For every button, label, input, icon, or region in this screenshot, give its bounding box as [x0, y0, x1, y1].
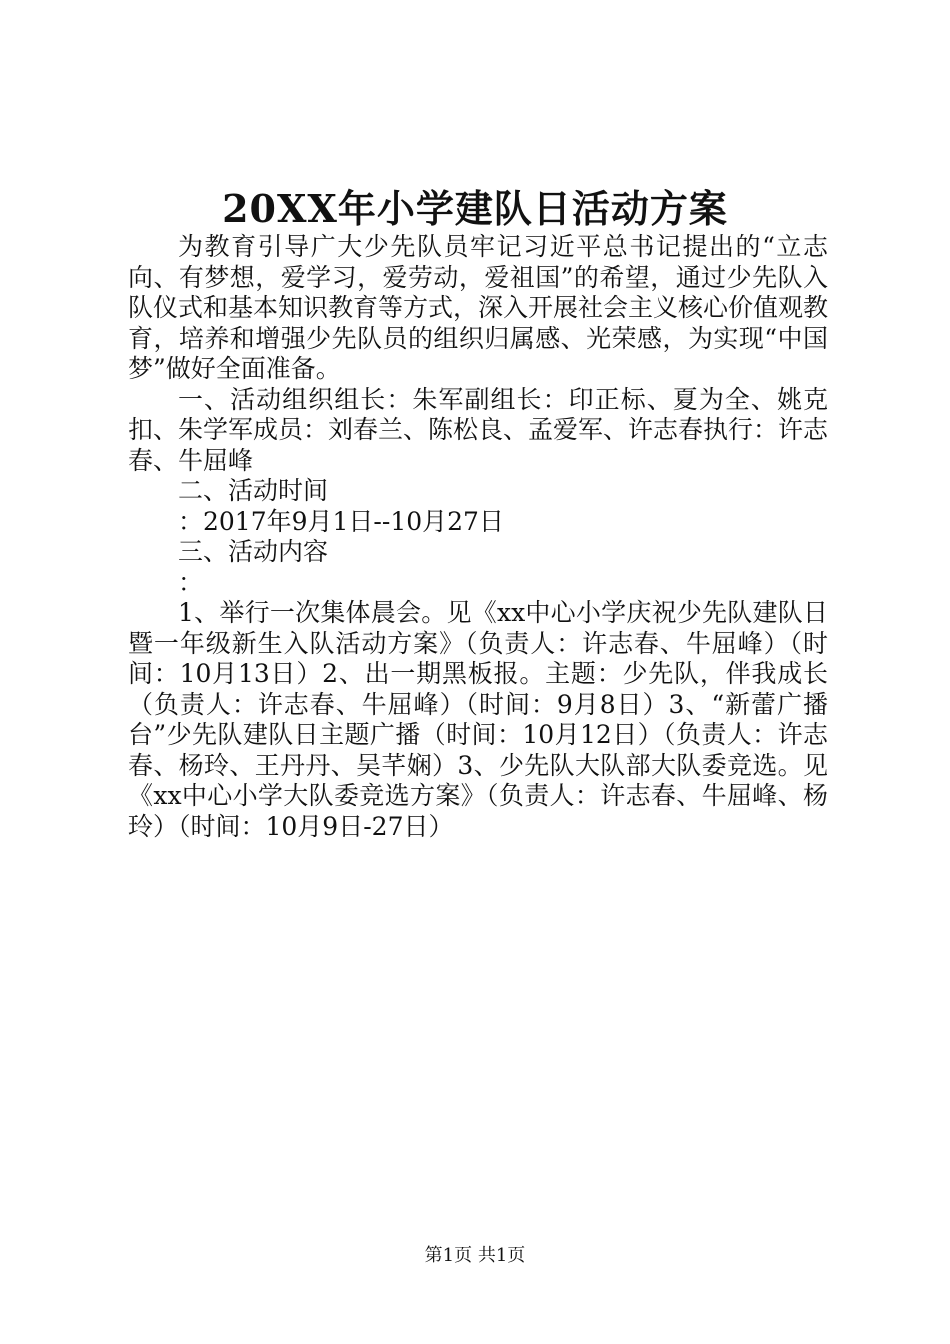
- time-paragraph: ：2017年9月1日--10月27日: [178, 506, 504, 536]
- section-heading-content: 三、活动内容: [178, 537, 329, 566]
- organization-paragraph: 一、活动组织组长：朱军副组长：印正标、夏为全、姚克扣、朱学军成员：刘春兰、陈松良、孟爱军、许志春执行：许志春、牛屈峰: [128, 384, 829, 475]
- intro-paragraph: 为教育引导广大少先队员牢记习近平总书记提出的“立志向、有梦想，爱学习，爱劳动，爱祖国”的希望，通过少先队入队仪式和基本知识教育等方式，深入开展社会主义核心价值观教育，培养和增强少先队员的组织归属感、光荣感，为实现“中国梦”做好全面准备。: [128, 232, 829, 383]
- content-colon: ：: [178, 567, 204, 597]
- document-body: [128, 232, 828, 842]
- section-heading-time: 二、活动时间: [178, 476, 329, 505]
- page-footer: 第1页 共1页: [424, 1245, 526, 1266]
- content-paragraph: 1、举行一次集体晨会。见《xx中心小学庆祝少先队建队日暨一年级新生入队活动方案》（负责人：许志春、牛屈峰）（时间：10月13日）2、出一期黑板报。主题：少先队，伴我成长（负责人：许志春、牛屈峰）（时间：9月8日）3、“新蕾广播台”少先队建队日主题广播（时间：10月12日）（负责人：许志春、杨玲、王丹丹、吴芊娴）3、少先队大队部大队委竞选。见《xx中心小学大队委竞选方案》（负责人：许志春、牛屈峰、杨玲）（时间：10月9日-27日）: [128, 598, 828, 841]
- page-title: 20XX年小学建队日活动方案: [222, 186, 728, 231]
